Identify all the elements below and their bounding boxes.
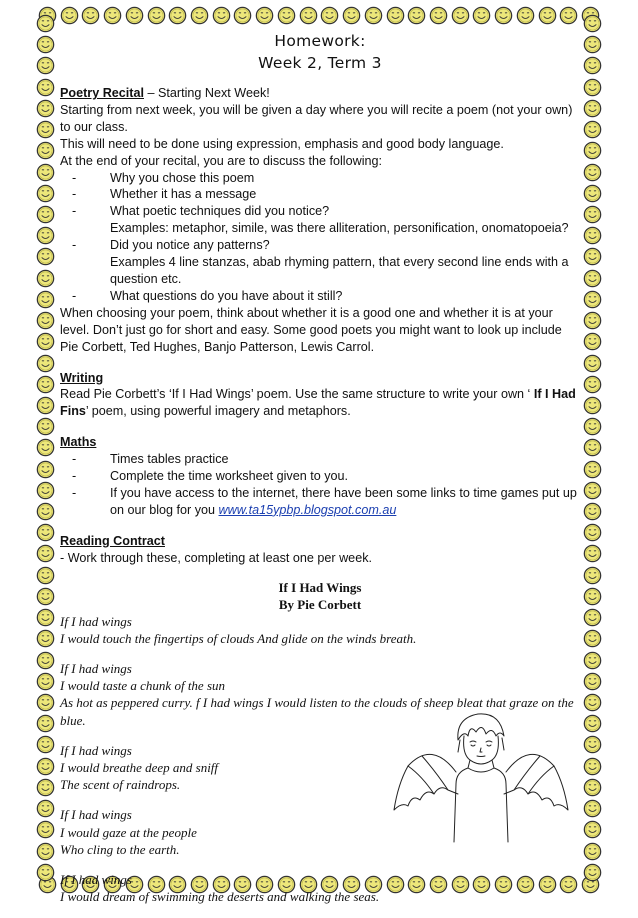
smiley-face-icon — [583, 566, 602, 585]
reading-text — [60, 550, 580, 567]
poetry-line-2: This will need to be done using expression, emphasis and good body language. — [60, 136, 504, 151]
smiley-face-icon — [583, 460, 602, 479]
smiley-face-icon — [583, 799, 602, 818]
title-line-2: Week 2, Term 3 — [258, 54, 382, 72]
poem-line: If I had wings — [60, 660, 132, 676]
list-item-subtext: Examples 4 line stanzas, abab rhyming pattern, that every second line ends with a question etc. — [110, 255, 569, 286]
list-item — [72, 485, 580, 519]
list-item-text: Times tables practice — [110, 452, 229, 467]
list-item-text: Whether it has a message — [110, 187, 257, 202]
writing-text-before: Read Pie Corbett’s ‘If I Had Wings’ poem. Use the same structure to write your own ‘ — [60, 387, 534, 402]
smiley-face-icon — [583, 438, 602, 457]
smiley-face-icon — [583, 863, 602, 882]
list-item-text: Why you chose this poem — [110, 170, 255, 185]
smiley-face-icon — [583, 544, 602, 563]
smiley-face-icon — [583, 99, 602, 118]
smiley-face-icon — [583, 672, 602, 691]
smiley-face-icon — [36, 141, 55, 160]
smiley-face-icon — [36, 290, 55, 309]
smiley-face-icon — [36, 820, 55, 839]
smiley-face-icon — [583, 842, 602, 861]
smiley-face-icon — [320, 6, 339, 25]
smiley-face-icon — [36, 396, 55, 415]
reading-heading: Reading Contract — [60, 533, 165, 548]
smiley-face-icon — [36, 417, 55, 436]
smiley-face-icon — [36, 247, 55, 266]
poem-line: If I had wings — [60, 872, 132, 887]
list-item — [72, 203, 580, 237]
page-title — [60, 30, 580, 74]
smiley-face-icon — [36, 99, 55, 118]
smiley-face-icon — [583, 290, 602, 309]
smiley-face-icon — [36, 56, 55, 75]
title-line-1: Homework: — [274, 32, 366, 50]
smiley-face-icon — [36, 354, 55, 373]
smiley-face-icon — [472, 6, 491, 25]
smiley-face-icon — [233, 6, 252, 25]
smiley-face-icon — [583, 375, 602, 394]
list-item — [72, 186, 580, 203]
poem-line: I would taste a chunk of the sun — [60, 678, 226, 694]
poem-line: I would touch the fingertips of clouds And glide on the winds breath. — [60, 630, 417, 646]
reading-instruction: Work through these, completing at least one per week. — [64, 550, 372, 565]
maths-section — [60, 434, 580, 519]
smiley-face-icon — [583, 184, 602, 203]
smiley-face-icon — [36, 863, 55, 882]
smiley-face-icon — [36, 205, 55, 224]
poem-line: I would gaze at the people — [60, 824, 197, 840]
smiley-face-icon — [103, 6, 122, 25]
smiley-face-icon — [538, 6, 557, 25]
smiley-face-icon — [583, 35, 602, 54]
maths-list — [60, 451, 580, 519]
poem-line: I would dream of swimming the deserts and walking the seas. — [60, 889, 380, 905]
smiley-face-icon — [212, 6, 231, 25]
smiley-face-icon — [190, 6, 209, 25]
smiley-face-icon — [386, 6, 405, 25]
smiley-face-icon — [583, 396, 602, 415]
poetry-heading-suffix: – Starting Next Week! — [144, 86, 270, 100]
list-item-text: Did you notice any patterns? — [110, 238, 270, 253]
smiley-face-icon — [451, 6, 470, 25]
list-item-text: Complete the time worksheet given to you. — [110, 469, 349, 484]
smiley-face-icon — [36, 714, 55, 733]
smiley-face-icon — [583, 163, 602, 182]
smiley-face-icon — [36, 163, 55, 182]
smiley-face-icon — [583, 735, 602, 754]
smiley-face-icon — [36, 438, 55, 457]
smiley-face-icon — [583, 629, 602, 648]
smiley-face-icon — [583, 120, 602, 139]
smiley-face-icon — [36, 651, 55, 670]
poem-line: If I had wings — [60, 807, 132, 823]
smiley-face-icon — [36, 778, 55, 797]
smiley-face-icon — [36, 523, 55, 542]
smiley-face-icon — [583, 205, 602, 224]
smiley-face-icon — [36, 375, 55, 394]
list-item — [72, 468, 580, 485]
smiley-face-icon — [583, 820, 602, 839]
list-item-text: If you have access to the internet, there have been some links to time games put up on our blog for you — [110, 485, 577, 517]
smiley-face-icon — [583, 269, 602, 288]
smiley-face-icon — [36, 735, 55, 754]
smiley-border-left — [36, 14, 58, 882]
writing-text — [60, 386, 580, 420]
list-item-subtext: Examples: metaphor, simile, was there alliteration, personification, onomatopoeia? — [110, 221, 569, 236]
smiley-face-icon — [559, 6, 578, 25]
list-item — [72, 451, 580, 468]
smiley-face-icon — [36, 587, 55, 606]
smiley-face-icon — [36, 269, 55, 288]
smiley-face-icon — [583, 226, 602, 245]
smiley-face-icon — [36, 608, 55, 627]
smiley-border-right — [583, 14, 605, 882]
smiley-face-icon — [583, 778, 602, 797]
reading-dash: - — [60, 550, 65, 565]
smiley-face-icon — [36, 842, 55, 861]
smiley-face-icon — [36, 14, 55, 33]
poem-author: By Pie Corbett — [278, 596, 362, 612]
smiley-face-icon — [583, 78, 602, 97]
smiley-face-icon — [583, 757, 602, 776]
poem-line: If I had wings — [60, 742, 132, 758]
poetry-recital-section — [60, 85, 580, 356]
smiley-border-top — [38, 6, 600, 28]
writing-section — [60, 370, 580, 421]
list-item — [72, 237, 580, 288]
smiley-face-icon — [583, 56, 602, 75]
poem-title: If I Had Wings — [278, 579, 362, 595]
smiley-face-icon — [36, 78, 55, 97]
writing-heading: Writing — [60, 370, 104, 385]
smiley-face-icon — [36, 544, 55, 563]
smiley-face-icon — [583, 141, 602, 160]
poem-header — [60, 579, 580, 613]
smiley-face-icon — [583, 354, 602, 373]
smiley-face-icon — [583, 587, 602, 606]
smiley-face-icon — [36, 184, 55, 203]
smiley-face-icon — [36, 332, 55, 351]
smiley-face-icon — [494, 6, 513, 25]
smiley-face-icon — [60, 6, 79, 25]
list-item-text: What poetic techniques did you notice? — [110, 204, 330, 219]
smiley-face-icon — [147, 6, 166, 25]
smiley-face-icon — [36, 35, 55, 54]
smiley-face-icon — [36, 629, 55, 648]
smiley-face-icon — [583, 608, 602, 627]
smiley-face-icon — [36, 460, 55, 479]
list-item — [72, 170, 580, 187]
poetry-line-3: At the end of your recital, you are to discuss the following: — [60, 153, 383, 168]
smiley-face-icon — [583, 651, 602, 670]
smiley-face-icon — [36, 481, 55, 500]
reading-contract-section — [60, 533, 580, 567]
smiley-face-icon — [583, 693, 602, 712]
smiley-face-icon — [36, 693, 55, 712]
poem-stanza — [60, 871, 580, 905]
poetry-heading: Poetry Recital — [60, 86, 144, 100]
smiley-face-icon — [255, 6, 274, 25]
smiley-face-icon — [36, 757, 55, 776]
smiley-face-icon — [583, 502, 602, 521]
smiley-face-icon — [407, 6, 426, 25]
poetry-intro: Starting from next week, you will be given a day where you will recite a poem (not your own) to our class. — [60, 102, 573, 134]
maths-heading: Maths — [60, 435, 97, 450]
poetry-closing: When choosing your poem, think about whether it is a good one and whether it is at your level. Don’t just go for short and easy. Some good poets you might want to look up include Pie Corbett, Ted Hughes, Banjo Patterson, Lewis Carrol. — [60, 305, 562, 354]
poem-line: As hot as peppered curry. f I had wings I would listen to the clouds of sheep bleat that graze on the blue. — [60, 695, 574, 728]
smiley-face-icon — [36, 799, 55, 818]
writing-poem-title: If I Had Fins — [60, 387, 576, 419]
smiley-face-icon — [36, 311, 55, 330]
smiley-face-icon — [342, 6, 361, 25]
smiley-face-icon — [36, 502, 55, 521]
smiley-face-icon — [583, 417, 602, 436]
poetry-discussion-list — [60, 170, 580, 305]
list-item — [72, 288, 580, 305]
smiley-face-icon — [583, 523, 602, 542]
poem-stanza — [60, 613, 580, 647]
smiley-face-icon — [583, 311, 602, 330]
smiley-face-icon — [277, 6, 296, 25]
poetry-heading-line — [60, 85, 580, 102]
smiley-face-icon — [299, 6, 318, 25]
smiley-face-icon — [583, 714, 602, 733]
smiley-face-icon — [364, 6, 383, 25]
smiley-face-icon — [36, 226, 55, 245]
smiley-face-icon — [36, 672, 55, 691]
blog-link[interactable]: www.ta15ypbp.blogspot.com.au — [218, 502, 397, 517]
smiley-face-icon — [516, 6, 535, 25]
poem-line: I would breathe deep and sniff — [60, 759, 219, 775]
winged-boy-illustration — [392, 710, 570, 845]
smiley-face-icon — [583, 332, 602, 351]
list-item-text: What questions do you have about it still? — [110, 288, 343, 303]
poem-line: The scent of raindrops. — [60, 777, 181, 793]
smiley-face-icon — [125, 6, 144, 25]
smiley-face-icon — [81, 6, 100, 25]
poem-line: Who cling to the earth. — [60, 841, 180, 857]
smiley-face-icon — [583, 247, 602, 266]
smiley-face-icon — [168, 6, 187, 25]
poem-line: If I had wings — [60, 613, 132, 629]
smiley-face-icon — [36, 120, 55, 139]
smiley-face-icon — [36, 566, 55, 585]
smiley-face-icon — [583, 14, 602, 33]
smiley-face-icon — [583, 481, 602, 500]
writing-text-after: ’ poem, using powerful imagery and metaphors. — [85, 404, 351, 419]
smiley-face-icon — [429, 6, 448, 25]
